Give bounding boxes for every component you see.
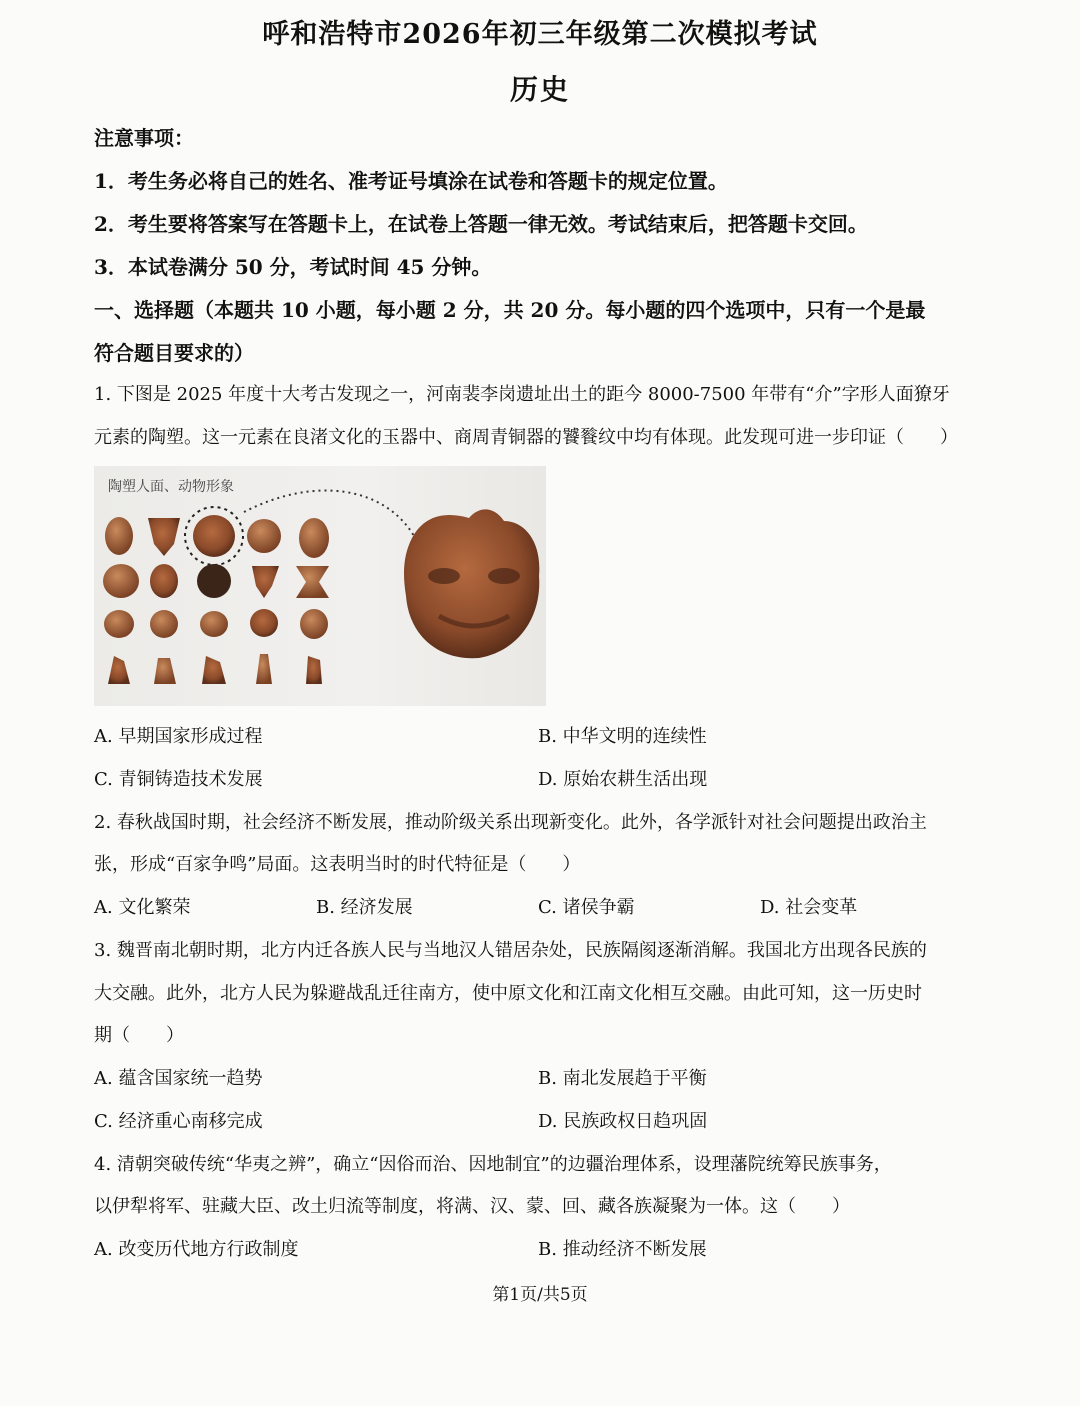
pottery-illustration — [94, 466, 546, 706]
q1-option-a: A. 早期国家形成过程 — [94, 726, 263, 747]
note-item-1: 1．考生务必将自己的姓名、准考证号填涂在试卷和答题卡的规定位置。 — [94, 169, 728, 193]
q3-option-b: B. 南北发展趋于平衡 — [538, 1068, 707, 1089]
note-item-3: 3．本试卷满分 50 分，考试时间 45 分钟。 — [94, 255, 492, 279]
q2-stem-line1: 2. 春秋战国时期，社会经济不断发展，推动阶级关系出现新变化。此外，各学派针对社会问题提出政治主 — [94, 812, 927, 833]
q4-stem-line2: 以伊犁将军、驻藏大臣、改土归流等制度，将满、汉、蒙、回、藏各族凝聚为一体。这（ ） — [94, 1196, 850, 1217]
q2-option-a: A. 文化繁荣 — [94, 897, 191, 918]
q2-stem-line2: 张，形成“百家争鸣”局面。这表明当时的时代特征是（ ） — [94, 854, 581, 875]
q1-stem-line2: 元素的陶塑。这一元素在良渚文化的玉器中、商周青铜器的饕餮纹中均有体现。此发现可进一步印证（ ） — [94, 427, 958, 448]
q3-option-c: C. 经济重心南移完成 — [94, 1111, 263, 1132]
section-heading-line2: 符合题目要求的） — [94, 341, 254, 365]
q3-stem-line2: 大交融。此外，北方人民为躲避战乱迁往南方，使中原文化和江南文化相互交融。由此可知，这一历史时 — [94, 983, 922, 1004]
exam-title: 呼和浩特市2026年初三年级第二次模拟考试 — [262, 19, 818, 50]
q1-figure-label: 陶塑人面、动物形象 — [108, 479, 234, 495]
q1-option-c: C. 青铜铸造技术发展 — [94, 769, 263, 790]
q2-option-b: B. 经济发展 — [316, 897, 413, 918]
q2-option-c: C. 诸侯争霸 — [538, 897, 635, 918]
q3-option-a: A. 蕴含国家统一趋势 — [94, 1068, 263, 1089]
section-heading-line1: 一、选择题（本题共 10 小题，每小题 2 分，共 20 分。每小题的四个选项中，只有一个是最 — [94, 298, 926, 322]
q3-stem-line3: 期（ ） — [94, 1025, 184, 1046]
q4-option-a: A. 改变历代地方行政制度 — [94, 1239, 299, 1260]
q3-stem-line1: 3. 魏晋南北朝时期，北方内迁各族人民与当地汉人错居杂处，民族隔阂逐渐消解。我国北方出现各民族的 — [94, 940, 927, 961]
q4-stem-line1: 4. 清朝突破传统“华夷之辨”，确立“因俗而治、因地制宜”的边疆治理体系，设理藩院统筹民族事务， — [94, 1154, 892, 1175]
notes-heading: 注意事项： — [94, 126, 194, 150]
q3-option-d: D. 民族政权日趋巩固 — [538, 1111, 708, 1132]
q1-option-b: B. 中华文明的连续性 — [538, 726, 707, 747]
note-item-2: 2．考生要将答案写在答题卡上，在试卷上答题一律无效。考试结束后，把答题卡交回。 — [94, 212, 868, 236]
q1-stem-line1: 1. 下图是 2025 年度十大考古发现之一，河南裴李岗遗址出土的距今 8000-7500 年带有“介”字形人面獠牙 — [94, 384, 950, 405]
subject-title: 历史 — [509, 73, 570, 106]
page-number: 第1页/共5页 — [492, 1285, 588, 1305]
q2-option-d: D. 社会变革 — [760, 897, 858, 918]
q1-option-d: D. 原始农耕生活出现 — [538, 769, 708, 790]
q1-figure-pottery-photo — [94, 466, 546, 706]
q4-option-b: B. 推动经济不断发展 — [538, 1239, 707, 1260]
